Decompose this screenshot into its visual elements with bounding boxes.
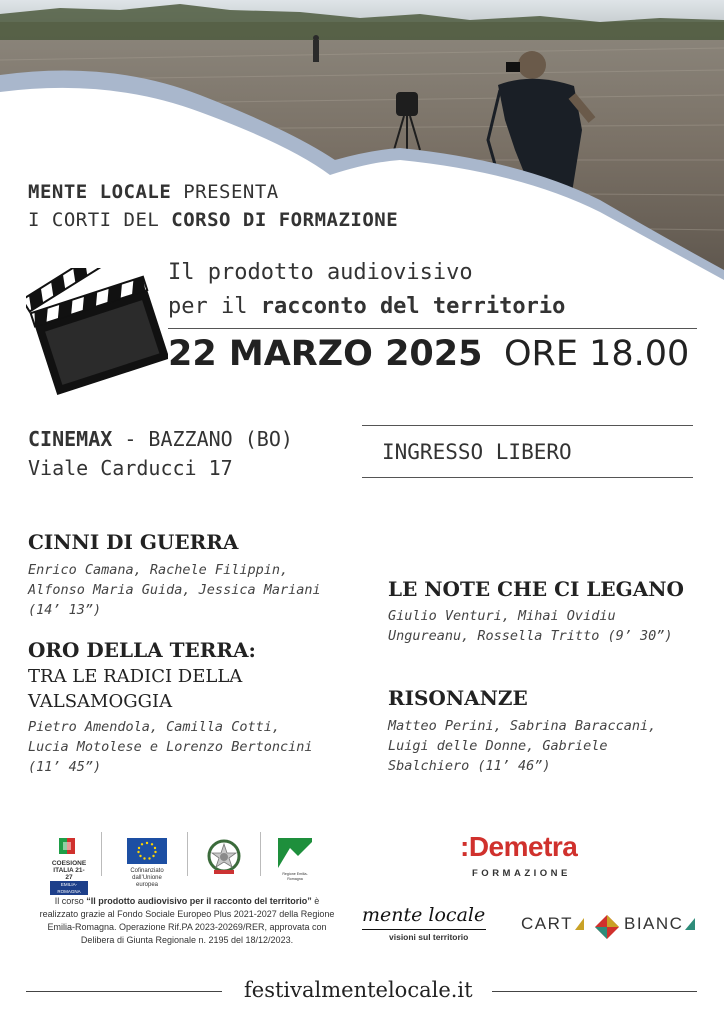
hero-photo (0, 0, 724, 290)
entry-rule-bottom (362, 477, 693, 478)
logo-divider (187, 832, 188, 876)
footer-url[interactable]: festivalmentelocale.it (244, 978, 473, 1002)
carta-bianca-logo: CART (521, 914, 586, 934)
triangle-icon (575, 918, 584, 930)
entry-rule-top (362, 425, 693, 426)
demetra-logo: :Demetra (460, 831, 578, 862)
film-credits: Matteo Perini, Sabrina Baraccani, Luigi delle Donne, Gabriele Sbalchiero (11’ 46”) (388, 718, 657, 774)
film-credits: Enrico Camana, Rachele Filippin, Alfonso Maria Guida, Jessica Mariani (14’ 13”) (28, 562, 321, 618)
carta-bianca-logo-right: BIANC (624, 914, 695, 934)
course-title-line-1: Il prodotto audiovisivo (168, 260, 473, 285)
event-time: ORE 18.00 (504, 334, 690, 374)
course-title-line-2: per il racconto del territorio (168, 294, 566, 319)
coesione-logo: COESIONE ITALIA 21-27 EMILIA-ROMAGNA (50, 836, 88, 880)
italian-emblem-icon (206, 838, 242, 876)
film-title: LE NOTE CHE CI LEGANO (388, 577, 684, 601)
venue-address: Viale Carducci 17 (28, 456, 233, 480)
film-subtitle: TRA LE RADICI DELLA VALSAMOGGIA (28, 666, 243, 712)
demetra-subtitle: FORMAZIONE (472, 868, 571, 879)
coesione-icon (50, 836, 88, 856)
film-title: CINNI DI GUERRA (28, 530, 239, 554)
diamond-icon (594, 914, 620, 940)
mente-locale-rule (362, 929, 486, 930)
region-emilia-romagna-icon (278, 838, 312, 868)
course-rule (168, 328, 697, 329)
mente-locale-subtitle: visioni sul territorio (389, 932, 469, 942)
demetra-colon-icon: : (460, 831, 469, 862)
mente-locale-logo: mente locale (362, 904, 486, 926)
logo-divider (101, 832, 102, 876)
venue-line: CINEMAX - BAZZANO (BO) (28, 427, 293, 451)
entry-free: INGRESSO LIBERO (382, 440, 572, 464)
triangle-icon (685, 918, 695, 930)
eu-flag-icon (127, 838, 167, 864)
footer-rule-right (492, 991, 697, 992)
presents-line-1: MENTE LOCALE PRESENTA (28, 181, 279, 203)
film-title: RISONANZE (388, 686, 528, 710)
clapperboard-icon (26, 268, 168, 398)
film-credits: Pietro Amendola, Camilla Cotti, Lucia Motolese e Lorenzo Bertoncini (11’ 45”) (28, 719, 313, 775)
footer-rule-left (26, 991, 222, 992)
film-credits: Giulio Venturi, Mihai Ovidiu Ungureanu, Rossella Tritto (9’ 30”) (388, 608, 673, 644)
funding-note: Il corso “Il prodotto audiovisivo per il racconto del territorio” è realizzato grazie al Fondo Sociale Europeo Plus 2021-2027 della Regione Emilia-Romagna. Operazione Rif.PA 2023-20269/RER, approvata con Delibera di Giunta Regionale n. 2195 del 18/12/2023. (39, 896, 335, 945)
presents-line-2: I CORTI DEL CORSO DI FORMAZIONE (28, 209, 399, 231)
film-title: ORO DELLA TERRA: (28, 638, 256, 662)
logo-divider (260, 832, 261, 876)
event-date: 22 MARZO 2025 (168, 334, 483, 374)
region-logo: Regione Emilia-Romagna (278, 838, 312, 882)
eu-logo: Cofinanziato dall’Unione europea (124, 838, 170, 889)
